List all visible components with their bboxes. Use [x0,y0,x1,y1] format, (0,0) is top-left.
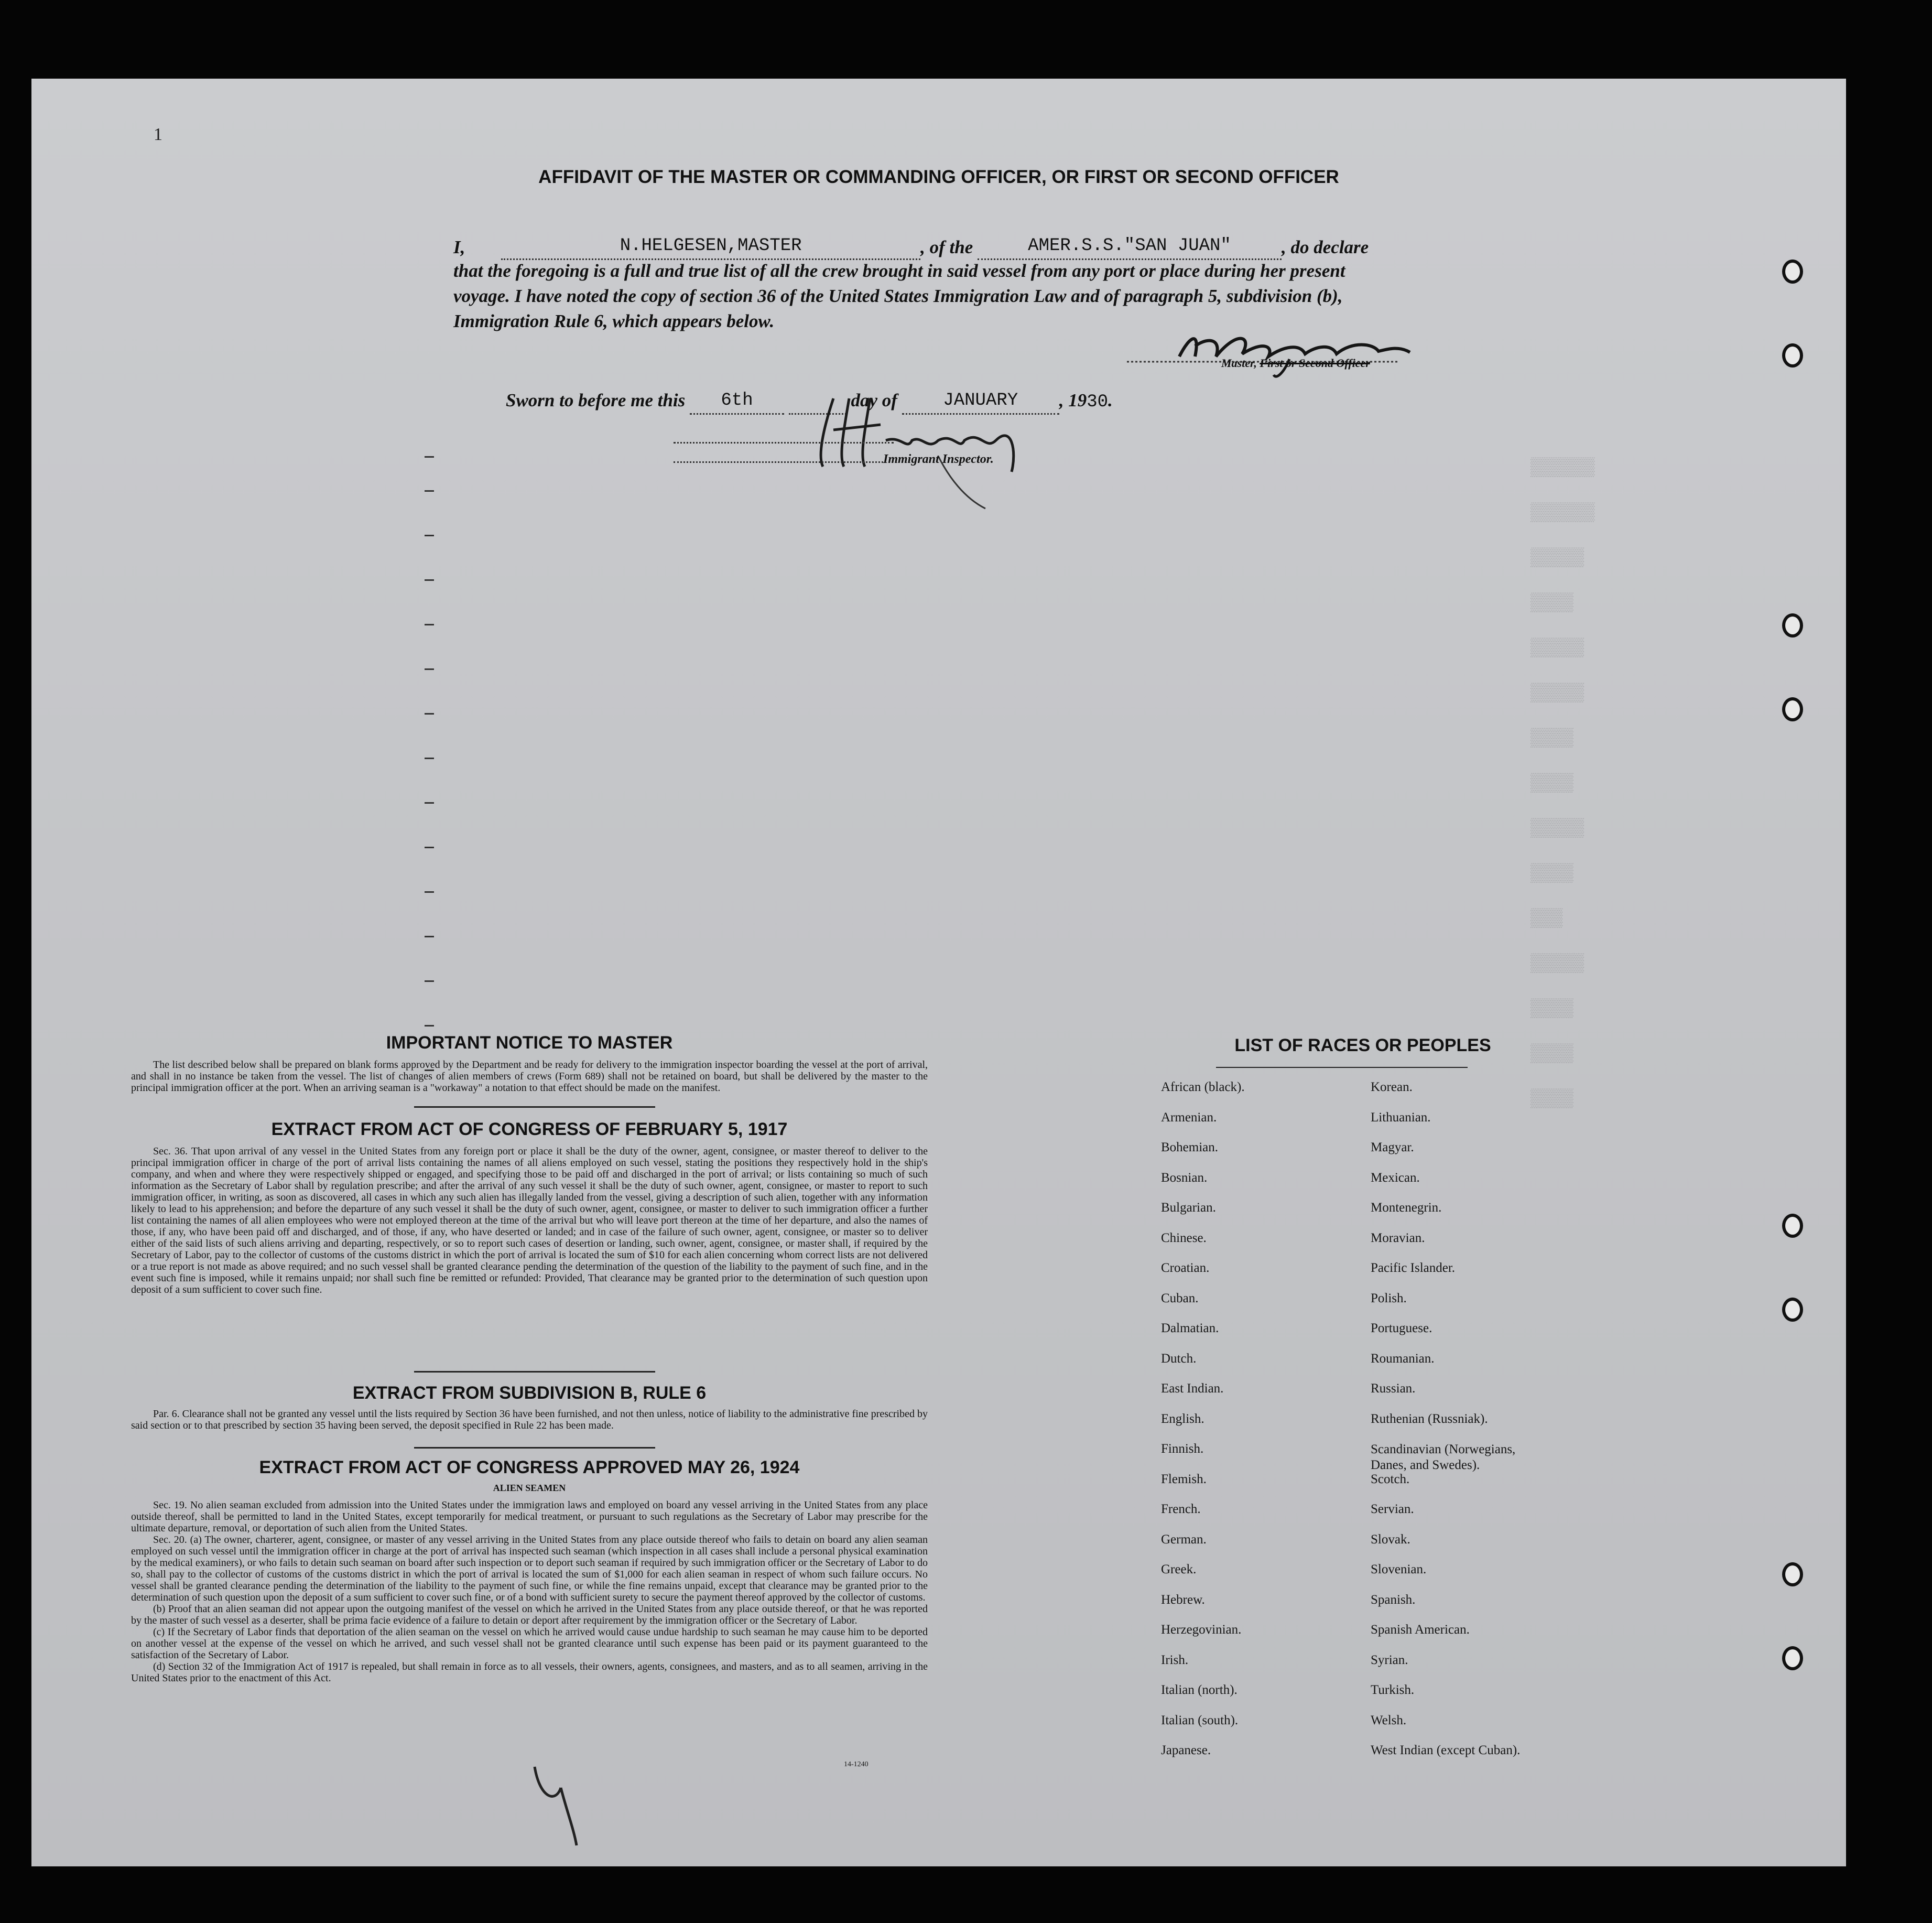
race-item: Finnish. [1161,1442,1204,1456]
race-item: Scotch. [1371,1472,1410,1486]
race-item: Magyar. [1371,1140,1414,1154]
margin-dash [425,456,434,458]
extract-rule6-text: Par. 6. Clearance shall not be granted any vessel until the lists required by Section 36 have been furnished, and not then unless, notice of liability to the administrative fine prescribed by said section or to that prescribed by section 35 having been served, the deposit specified in Rule 22 has been made. [131,1408,928,1431]
day-field: 6th [690,388,784,415]
section-rule [414,1106,655,1108]
margin-dash [425,758,434,759]
inspector-sign-line-2 [674,461,883,463]
affidavit-line3: voyage. I have noted the copy of section 36 of the United States Immigration Law and of paragraph 5, subdivision (b), [453,286,1343,306]
race-item: Hebrew. [1161,1592,1205,1607]
pencil-mark [524,1756,587,1851]
margin-dash [425,802,434,804]
punch-hole [1782,697,1803,721]
race-item: Montenegrin. [1371,1201,1442,1215]
extract-1924-title: EXTRACT FROM ACT OF CONGRESS APPROVED MAY 26, 1924 [259,1457,800,1477]
notice-title: IMPORTANT NOTICE TO MASTER [386,1033,673,1053]
race-item: Italian (south). [1161,1713,1239,1727]
do-declare-label: , do declare [1282,237,1369,257]
race-item: Moravian. [1371,1230,1425,1245]
document-page [31,79,1846,1866]
punch-hole [1782,343,1803,368]
form-number: 14-1240 [844,1760,869,1768]
race-item: Turkish. [1371,1683,1415,1697]
punch-hole [1782,1298,1803,1322]
race-item: Mexican. [1371,1170,1420,1185]
of-the-label: , of the [920,237,973,257]
margin-dash [425,535,434,536]
alien-seamen-subtitle: ALIEN SEAMEN [493,1483,566,1493]
race-item: Japanese. [1161,1743,1211,1757]
month-field: JANUARY [902,388,1059,415]
vessel-name-field: AMER.S.S."SAN JUAN" [978,233,1282,260]
race-item: Bulgarian. [1161,1201,1216,1215]
master-signature [1116,325,1462,383]
race-item: Spanish American. [1371,1623,1470,1637]
race-item: Russian. [1371,1381,1416,1396]
margin-dash [425,1025,434,1027]
race-item: East Indian. [1161,1381,1224,1396]
races-title-rule [1216,1067,1468,1068]
margin-dash [425,579,434,581]
inspector-label: Immigrant Inspector. [883,452,994,466]
margin-dash [425,936,434,937]
margin-dash [425,713,434,715]
punch-hole [1782,1214,1803,1238]
race-item: Irish. [1161,1652,1189,1667]
race-item: Greek. [1161,1562,1197,1576]
margin-dash [425,980,434,982]
i-label: I, [453,237,465,257]
extract-1917-text: Sec. 36. That upon arrival of any vessel in the United States from any foreign port or place it shall be the duty of the owner, agent, consignee, or master thereof to deliver to the principal immigration officer in charge of the port of arrival lists containing the names of all aliens employed on such vessel, stating the positions they respectively hold in the ship's company, and when and where they were respectively shipped or engaged, and specifying those to be paid off and discharged in the port of arrival; or lists containing so much of such information as the Secretary of Labor shall by regulation prescribe; and after the arrival of any such vessel it shall be the duty of such owner, agent, consignee, or master to report to such immigration officer, in writing, as soon as discovered, all cases in which any such alien has illegally landed from the vessel, giving a description of such alien, together with any information likely to lead to his apprehension; and before the departure of any such vessel it shall be the duty of such owner, agent, consignee, or master to deliver to such immigration officer a further list containing the names of all alien employees who were not employed thereon at the time of the arrival but who will leave port thereon at the time of her departure, and also the names of those, if any, who have been paid off and discharged, and of those, if any, who have deserted or landed; and in case of the failure of such owner, agent, consignee, or master so to deliver either of the said lists of such aliens arriving and departing, respectively, or so to report such cases of desertion or landing, such owner, agent, consignee, or master shall, if required by the Secretary of Labor, pay to the collector of customs of the customs district in which the port of arrival is located the sum of $10 for each alien concerning whom correct lists are not delivered or a true report is not made as above required; and no such vessel shall be granted clearance pending the determination of the question of the liability to the payment of such fine, and in the event such fine is imposed, while it remains unpaid; nor shall such fine be remitted or refunded: Provided, That clearance may be granted prior to the determination of such question upon deposit of a sum sufficient to cover such fine. [131,1146,928,1295]
race-item: Welsh. [1371,1713,1407,1727]
punch-hole [1782,260,1803,284]
inspector-sign-line [674,442,894,444]
race-item: Korean. [1371,1080,1413,1094]
race-item: Servian. [1371,1502,1414,1516]
race-item: Dutch. [1161,1351,1197,1366]
extract-1924-text [131,1499,928,1684]
section-rule [414,1371,655,1373]
race-item: Herzegovinian. [1161,1623,1242,1637]
sec20c-text: (c) If the Secretary of Labor finds that deportation of the alien seaman on the vessel on which he arrived would cause undue hardship to such seaman he may cause him to be deported on another vessel at the expense of the vessel on which he arrived, and such vessel shall not be granted clearance until such expense has been paid or its payment guaranteed to the satisfaction of the Secretary of Labor. [131,1626,928,1661]
margin-dash [425,624,434,625]
punch-hole [1782,1562,1803,1586]
affidavit-line1 [453,233,1690,260]
master-label: Master, [1221,356,1257,370]
race-item: Roumanian. [1371,1351,1435,1366]
race-item: Bohemian. [1161,1140,1219,1154]
race-item: Ruthenian (Russniak). [1371,1411,1488,1426]
page-number: 1 [154,125,162,144]
sworn-label: Sworn to before me this [506,390,686,410]
race-item: Syrian. [1371,1652,1408,1667]
sec19-text: Sec. 19. No alien seaman excluded from admission into the United States under the immigration laws and employed on board any vessel arriving in the United States from any place outside thereof, shall be permitted to land in the United States, except temporarily for medical treatment, or pursuant to such regulations as the Secretary of Labor may prescribe for the ultimate departure, removal, or deportation of such alien from the United States. [131,1499,928,1534]
day-of-label: day of [851,390,897,410]
races-title: LIST OF RACES OR PEOPLES [1234,1035,1491,1055]
affidavit-line2: that the foregoing is a full and true list of all the crew brought in said vessel from any port or place during her present [453,261,1345,281]
punch-hole [1782,613,1803,638]
race-item: Slovenian. [1371,1562,1427,1576]
inspector-signature [765,377,1059,514]
master-name-field: N.HELGESEN,MASTER [501,233,920,260]
race-item: Flemish. [1161,1472,1207,1486]
race-item: Scandinavian (Norwegians, Danes, and Swedes). [1371,1442,1516,1472]
affidavit-line4: Immigration Rule 6, which appears below. [453,311,775,331]
race-item: German. [1161,1532,1207,1547]
margin-dash [425,490,434,492]
race-item: Cuban. [1161,1291,1199,1305]
race-item: French. [1161,1502,1201,1516]
year-prefix: , 19 [1059,390,1087,410]
margin-dash [425,891,434,893]
race-item: Chinese. [1161,1230,1207,1245]
year-field: 30 [1087,392,1109,412]
race-item: Dalmatian. [1161,1321,1219,1335]
sec20d-text: (d) Section 32 of the Immigration Act of 1917 is repealed, but shall remain in force as to all vessels, their owners, agents, consignees, and masters, and as to all seamen, arriving in the United States prior to the enactment of this Act. [131,1661,928,1684]
race-item: Spanish. [1371,1592,1416,1607]
race-item: Croatian. [1161,1261,1210,1275]
race-item: Bosnian. [1161,1170,1208,1185]
margin-dash [425,668,434,670]
signer-title [1221,356,1370,370]
sec20a-text: Sec. 20. (a) The owner, charterer, agent, consignee, or master of any vessel arriving in the United States from any place outside thereof who fails to detain on board any alien seaman employed on such vessel until the immigration officer in charge at the port of arrival has inspected such seaman (which inspection in all cases shall include a personal physical examination by the medical examiners), or who fails to detain such seaman on board after such inspection or to deport such seaman if required by such immigration officer or the Secretary of Labor to do so, shall pay to the collector of customs of the customs district in which the port of arrival is located the sum of $1,000 for each alien seaman in respect of whom such failure occurs. No vessel shall be granted clearance pending the determination of the liability to the payment of such fine, or while the fine remains unpaid, except that clearance may be granted prior to the determination of such question upon the deposit of a sum sufficient to cover such fine, or of a bond with sufficient surety to secure the payment thereof approved by the collector of customs. [131,1534,928,1603]
race-item: Slovak. [1371,1532,1410,1547]
section-rule [414,1447,655,1449]
margin-dash [425,847,434,848]
race-item: Portuguese. [1371,1321,1432,1335]
race-item: English. [1161,1411,1204,1426]
sec20b-text: (b) Proof that an alien seaman did not appear upon the outgoing manifest of the vessel on which he arrived in the United States from any place outside thereof, or that he was reported by the master of such vessel as a deserter, shall be prima facie evidence of a failure to detain or deport after requirement by the immigration officer or the Secretary of Labor. [131,1603,928,1626]
race-item: Armenian. [1161,1110,1217,1125]
bleed-through-text: ▒▒▒▒▒▒ ▒▒▒▒▒▒ ▒▒▒▒▒ ▒▒▒▒ ▒▒▒▒▒ ▒▒▒▒▒ ▒▒▒▒ ▒▒▒▒ ▒▒▒▒▒ ▒▒▒▒ ▒▒▒ ▒▒▒▒▒ ▒▒▒▒ ▒▒▒▒ ▒▒▒▒ [1531,458,1595,1109]
affidavit-title: AFFIDAVIT OF THE MASTER OR COMMANDING OFFICER, OR FIRST OR SECOND OFFICER [538,167,1339,187]
struck-officer-label: First or Second Officer [1260,356,1370,370]
extract-1917-title: EXTRACT FROM ACT OF CONGRESS OF FEBRUARY 5, 1917 [271,1119,788,1139]
notice-text: The list described below shall be prepared on blank forms approved by the Department and be ready for delivery to the immigration inspector boarding the vessel at the port of arrival, and shall in no instance be taken from the vessel. The list of changes of alien members of crews (Form 689) shall not be retained on board, but shall be delivered by the master to the principal immigration officer at the port. When an arriving seaman is a "workaway" a notation to that effect should be made on the manifest. [131,1059,928,1094]
extract-rule6-title: EXTRACT FROM SUBDIVISION B, RULE 6 [352,1383,707,1403]
punch-hole [1782,1646,1803,1670]
race-item: Lithuanian. [1371,1110,1431,1125]
race-item: Italian (north). [1161,1683,1238,1697]
race-item: African (black). [1161,1080,1245,1094]
race-item: Polish. [1371,1291,1407,1305]
race-item: West Indian (except Cuban). [1371,1743,1521,1757]
sworn-line: Sworn to before me this 6th day of JANUARY , 1930. [506,388,1113,415]
race-item: Pacific Islander. [1371,1261,1456,1275]
